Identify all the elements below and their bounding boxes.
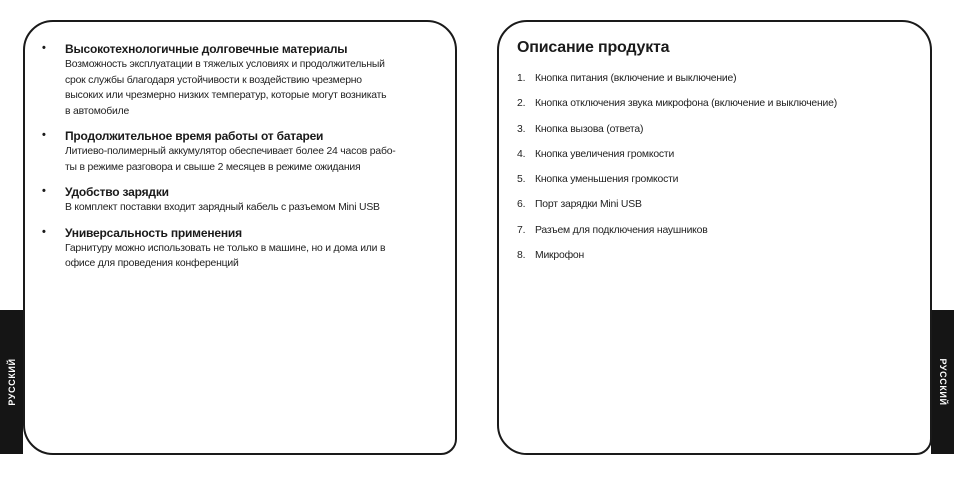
part-label: Кнопка отключения звука микрофона (включение и выключение) xyxy=(535,98,837,110)
feature-item xyxy=(42,185,431,216)
product-part-item xyxy=(517,248,930,273)
feature-text-line: высоких или чрезмерно низких температур, которые могут возникать xyxy=(65,90,387,101)
feature-title: Высокотехнологичные долговечные материалы xyxy=(65,42,348,56)
bullet-icon: • xyxy=(42,129,46,141)
product-part-item xyxy=(517,71,930,96)
part-number: 8. xyxy=(517,250,526,262)
part-label: Разъем для подключения наушников xyxy=(535,224,708,236)
product-description-heading: Описание продукта xyxy=(517,39,670,56)
feature-item xyxy=(42,129,431,175)
part-number: 4. xyxy=(517,148,526,160)
feature-text-line: ты в режиме разговора и свыше 2 месяцев в режиме ожидания xyxy=(65,161,361,173)
part-label: Порт зарядки Mini USB xyxy=(535,199,642,211)
language-tab-left xyxy=(0,310,23,454)
feature-text-line: Гарнитуру можно использовать не только в машине, но и дома или в xyxy=(65,242,386,254)
part-label: Кнопка уменьшения громкости xyxy=(535,174,679,186)
part-label: Кнопка увеличения громкости xyxy=(535,148,675,160)
part-number: 6. xyxy=(517,199,526,211)
feature-text-line: Возможность эксплуатации в тяжелых условиях и продолжительный xyxy=(65,59,385,70)
bullet-icon: • xyxy=(42,42,46,54)
part-number: 7. xyxy=(517,224,526,236)
features-list xyxy=(25,22,455,272)
feature-title: Удобство зарядки xyxy=(65,185,169,199)
language-tab-label: РУССКИЙ xyxy=(6,358,17,406)
product-part-item xyxy=(517,172,930,197)
product-part-item xyxy=(517,96,930,121)
part-number: 2. xyxy=(517,98,526,110)
product-part-item xyxy=(517,197,930,222)
feature-text-line: срок службы благодаря устойчивости к воздействию чрезмерно xyxy=(65,74,362,86)
feature-title: Продолжительное время работы от батареи xyxy=(65,129,324,143)
product-part-item xyxy=(517,147,930,172)
feature-item xyxy=(42,42,431,119)
part-number: 5. xyxy=(517,174,526,186)
feature-text-line: В комплект поставки входит зарядный кабель с разъемом Mini USB xyxy=(65,202,380,213)
feature-text-line: офисе для проведения конференций xyxy=(65,258,239,269)
feature-title: Универсальность применения xyxy=(65,225,242,240)
product-part-item xyxy=(517,122,930,147)
part-label: Кнопка вызова (ответа) xyxy=(535,123,644,135)
feature-text-line: в автомобиле xyxy=(65,105,130,117)
part-number: 1. xyxy=(517,73,526,84)
bullet-icon: • xyxy=(42,225,46,238)
part-label: Кнопка питания (включение и выключение) xyxy=(535,73,737,84)
feature-text-line: Литиево-полимерный аккумулятор обеспечивает более 24 часов рабо- xyxy=(65,146,396,157)
language-tab-right xyxy=(931,310,954,454)
product-description-panel xyxy=(497,20,932,455)
language-tab-label: РУССКИЙ xyxy=(937,358,948,406)
product-part-item xyxy=(517,223,930,248)
product-parts-list xyxy=(517,71,930,273)
part-label: Микрофон xyxy=(535,250,585,262)
feature-item xyxy=(42,225,431,272)
features-panel xyxy=(23,20,457,455)
bullet-icon: • xyxy=(42,185,46,197)
part-number: 3. xyxy=(517,123,526,135)
